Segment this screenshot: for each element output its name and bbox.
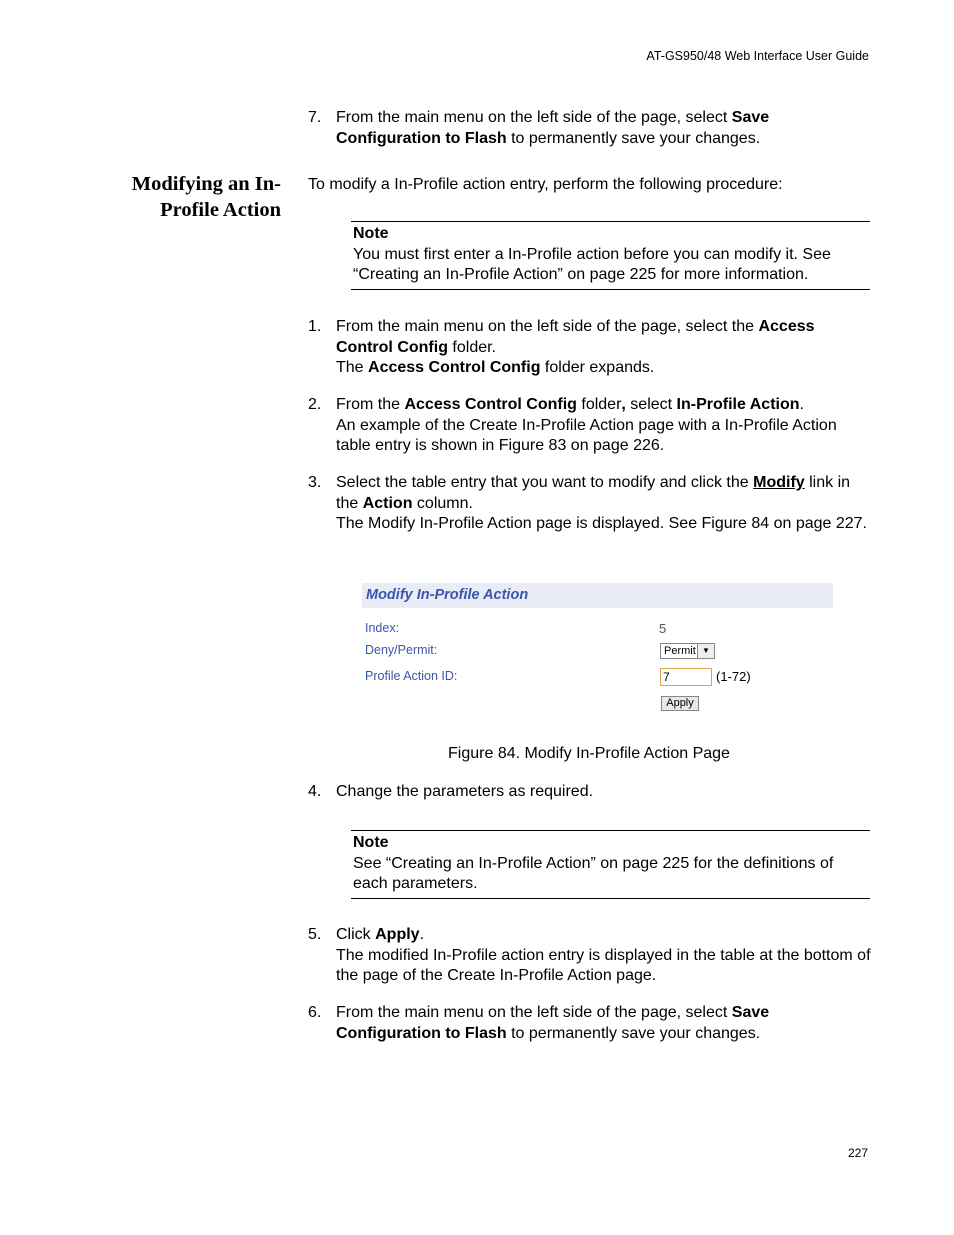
step-5: Click Apply. The modified In-Profile action entry is displayed in the table at the bottom of the page of the Create In-Profile Action page.: [336, 926, 871, 984]
profile-action-id-range: (1-72): [716, 669, 751, 684]
note-box-2: [351, 830, 870, 899]
deny-permit-label: Deny/Permit:: [365, 643, 438, 657]
step-number: 7.: [308, 109, 322, 126]
note-title: Note: [353, 834, 389, 851]
note-title: Note: [353, 225, 389, 242]
step-4: Change the parameters as required.: [336, 783, 594, 800]
step-number: 6.: [308, 1004, 322, 1021]
figure-title-bar: [362, 583, 833, 608]
profile-action-id-label: Profile Action ID:: [365, 669, 458, 683]
section-heading: Modifying an In-Profile Action: [131, 173, 281, 221]
step-2: From the Access Control Config folder, select In-Profile Action. An example of the Create In-Profile Action page with a In-Profile Action table entry is shown in Figure 83 on page 226.: [336, 396, 837, 454]
section-intro: To modify a In-Profile action entry, perform the following procedure:: [308, 176, 783, 193]
step-number: 3.: [308, 474, 322, 491]
modify-in-profile-action-figure: [362, 583, 833, 713]
step-1: From the main menu on the left side of the page, select the Access Control Config folder. The Access Control Config folder expands.: [336, 318, 815, 376]
note-text: See “Creating an In-Profile Action” on page 225 for the definitions of each parameters.: [353, 854, 834, 892]
running-header: AT-GS950/48 Web Interface User Guide: [646, 49, 869, 63]
index-value: 5: [659, 621, 667, 636]
figure-page-title: Modify In-Profile Action: [366, 587, 529, 603]
chevron-down-icon[interactable]: ▼: [697, 644, 714, 658]
step-number: 4.: [308, 783, 322, 800]
step-number: 5.: [308, 926, 322, 943]
apply-button[interactable]: Apply: [661, 696, 699, 711]
figure-caption: Figure 84. Modify In-Profile Action Page: [448, 745, 730, 762]
deny-permit-select[interactable]: Permit ▼: [660, 643, 715, 659]
step-number: 2.: [308, 396, 322, 413]
note-box-1: [351, 221, 870, 290]
step-number: 1.: [308, 318, 322, 335]
step-6: From the main menu on the left side of the page, select Save Configuration to Flash to permanently save your changes.: [336, 1004, 770, 1042]
step-3: Select the table entry that you want to modify and click the Modify link in the Action column. The Modify In-Profile Action page is displayed. See Figure 84 on page 227.: [336, 474, 867, 532]
note-text: You must first enter a In-Profile action before you can modify it. See “Creating an In-Profile Action” on page 225 for more information.: [353, 245, 831, 283]
index-label: Index:: [365, 621, 400, 635]
page-number: 227: [847, 1146, 868, 1160]
profile-action-id-input[interactable]: 7: [660, 668, 712, 686]
step-7-text: From the main menu on the left side of the page, select Save Configuration to Flash to permanently save your changes.: [336, 109, 770, 147]
